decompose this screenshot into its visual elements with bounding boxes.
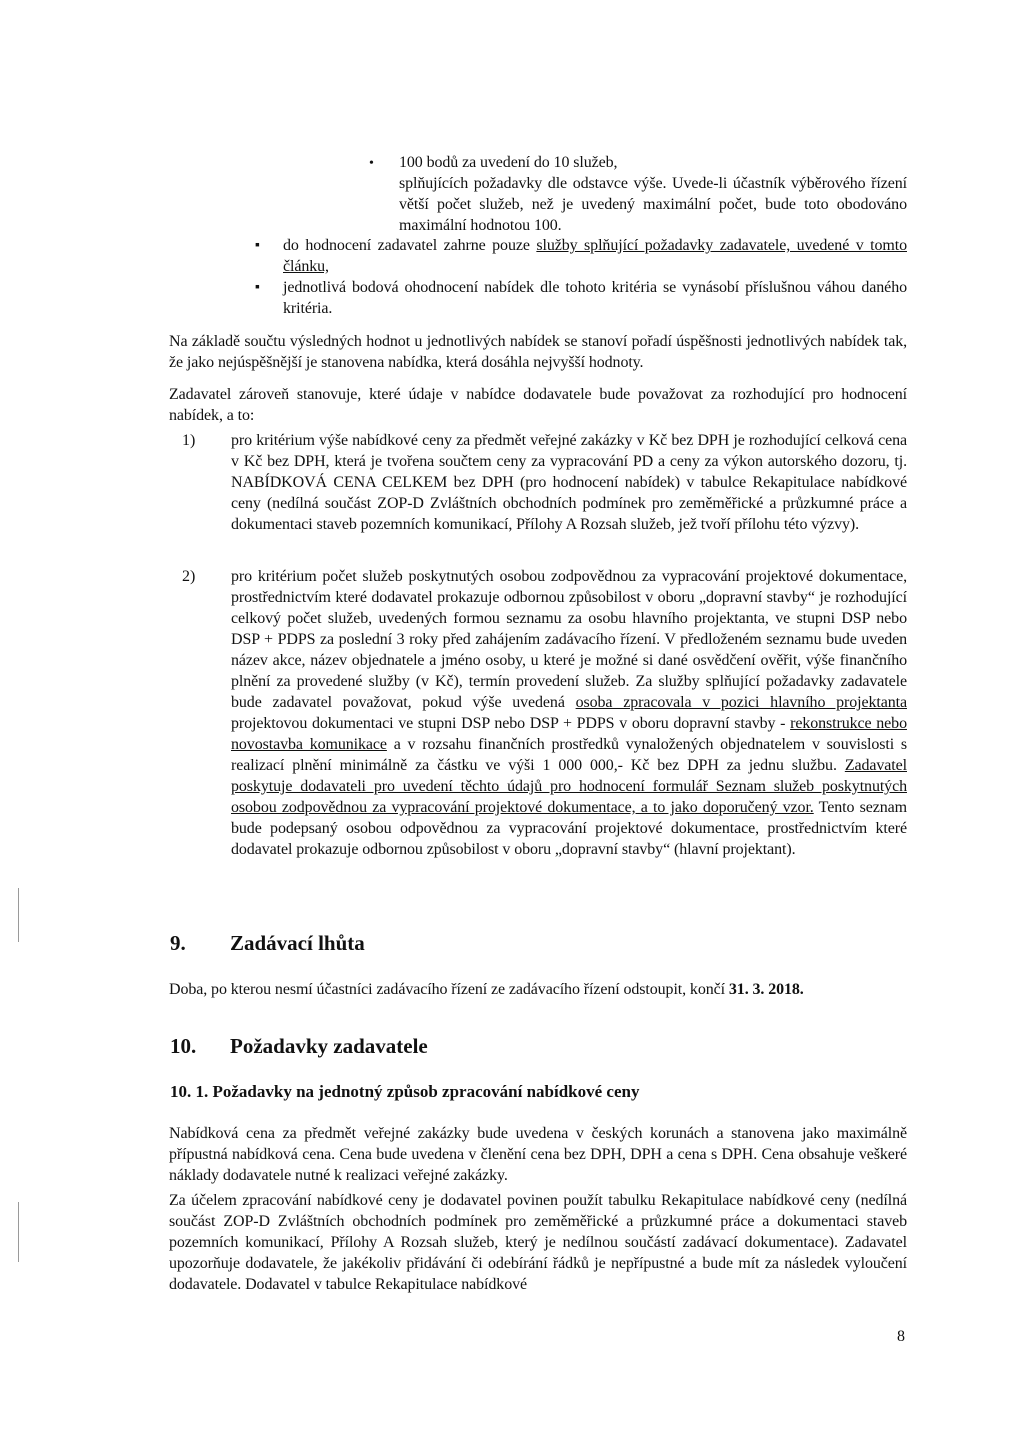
underlined-text: rekonstrukce nebo novostavba komunikace [231,715,907,753]
bullet-marker: ▪ [255,280,260,295]
paragraph-criteria-intro: Zadavatel zároveň stanovuje, které údaje v nabídce dodavatele bude považovat za rozhodující pro hodnocení nabídek, a to: [169,386,907,424]
deadline-date: 31. 3. 2018 [728,981,800,998]
underlined-text: osoba zpracovala v pozici hlavního projektanta [575,694,907,711]
paragraph-ranking: Na základě součtu výsledných hodnot u jednotlivých nabídek se stanoví pořadí úspěšnosti jednotlivých nabídek tak, že jako nejúspěšnější je stanovena nabídka, která dosáhla nejvyšší hodnoty. [169,333,907,371]
section-title: Zadávací lhůta [230,931,365,955]
scan-margin-line [18,1202,19,1262]
bullet-text: 100 bodů za uvedení do 10 služeb, [399,154,618,171]
paragraph-price-table: Za účelem zpracování nabídkové ceny je dodavatel povinen použít tabulku Rekapitulace nabídkové ceny (nedílná součást ZOP-D Zvláštních obchodních podmínek pro zeměměřické a průzkumné práce a dokumentaci staveb pozemních komunikací, Přílohy A Rozsah služeb, který je nedílnou součástí zadávací dokumentace). Zadavatel upozorňuje dodavatele, že jakékoliv přidávání či odebírání řádků je nepřípustné a bude mít za následek vyloučení dodavatele. Dodavatel v tabulce Rekapitulace nabídkové [169,1192,907,1293]
section-title: Požadavky zadavatele [230,1034,428,1058]
paragraph-deadline: Doba, po kterou nesmí účastníci zadávacího řízení ze zadávacího řízení odstoupit, končí 31. 3. 2018. [169,981,804,998]
list-item-price-criterion: pro kritérium výše nabídkové ceny za předmět veřejné zakázky v Kč bez DPH je rozhodující celková cena v Kč bez DPH, která je tvořena součtem ceny za vypracování PD a ceny za výkon autorského dozoru, tj. NABÍDKOVÁ CENA CELKEM bez DPH (pro hodnocení nabídek) v tabulce Rekapitulace nabídkové ceny (nedílná součást ZOP-D Zvláštních obchodních podmínek pro zeměměřické a průzkumné práce a dokumentaci staveb pozemních komunikací, Přílohy A Rozsah služeb, jež tvoří přílohu této výzvy). [231,432,907,533]
bullet-text: do hodnocení zadavatel zahrne pouze služby splňující požadavky zadavatele, uvedené v tomto článku, [283,237,907,275]
bullet-text-continuation: splňujících požadavky dle odstavce výše. Uvede-li účastník výběrového řízení větší počet služeb, než je uvedený maximální počet, bude toto obodováno maximální hodnotou 100. [399,175,907,234]
section-number: 10. [170,1034,197,1058]
bullet-text: jednotlivá bodová ohodnocení nabídek dle tohoto kritéria se vynásobí příslušnou váhou daného kritéria. [283,279,907,317]
list-number: 1) [182,432,196,449]
underlined-text: Zadavatel poskytuje dodavateli pro uvedení těchto údajů pro hodnocení formulář Seznam služeb poskytnutých osobou zodpovědnou za vypracování projektové dokumentace, a to jako doporučený vzor. [231,757,907,816]
list-number: 2) [182,568,196,585]
underlined-text: služby splňující požadavky zadavatele, uvedené v tomto článku, [283,237,907,275]
section-number: 9. [170,931,186,955]
bullet-marker: ▪ [255,238,260,253]
page-number: 8 [897,1328,905,1345]
bullet-marker: • [369,156,374,171]
scan-margin-line [18,888,19,942]
subsection-title: 10. 1. Požadavky na jednotný způsob zpracování nabídkové ceny [170,1082,640,1101]
list-item-services-criterion: pro kritérium počet služeb poskytnutých osobou zodpovědnou za vypracování projektové dokumentace, prostřednictvím které dodavatel prokazuje odbornou způsobilost v oboru „dopravní stavby“ je rozhodující celkový počet služeb, uvedených formou seznamu za osobu hlavního projektanta, ve stupni DSP nebo DSP + PDPS za poslední 3 roky před zahájením zadávacího řízení. V předloženém seznamu bude uveden název akce, název objednatele a jméno osoby, u které je možné si dané osvědčení ověřit, výše finančního plnění za provedené služby (v Kč), termín provedení služeb. Za služby splňující požadavky zadavatele bude zadavatel považovat, pokud výše uvedená osoba zpracovala v pozici hlavního projektanta projektovou dokumentaci ve stupni DSP nebo DSP + PDPS v oboru dopravní stavby - rekonstrukce nebo novostavba komunikace a v rozsahu finančních prostředků vynaložených objednatelem v souvislosti s realizací plnění minimálně za částku ve výši 1 000 000,- Kč bez DPH za jednu službu. Zadavatel poskytuje dodavateli pro uvedení těchto údajů pro hodnocení formulář Seznam služeb poskytnutých osobou zodpovědnou za vypracování projektové dokumentace, a to jako doporučený vzor. Tento seznam bude podepsaný osobou odpovědnou za vypracování projektové dokumentace, prostřednictvím které dodavatel prokazuje odbornou způsobilost v oboru „dopravní stavby“ (hlavní projektant). [231,568,908,858]
paragraph-price-format: Nabídková cena za předmět veřejné zakázky bude uvedena v českých korunách a stanovena jako maximálně přípustná nabídková cena. Cena bude uvedena v členění cena bez DPH, DPH a cena s DPH. Cena obsahuje veškeré náklady dodavatele nutné k realizaci veřejné zakázky. [169,1125,907,1184]
